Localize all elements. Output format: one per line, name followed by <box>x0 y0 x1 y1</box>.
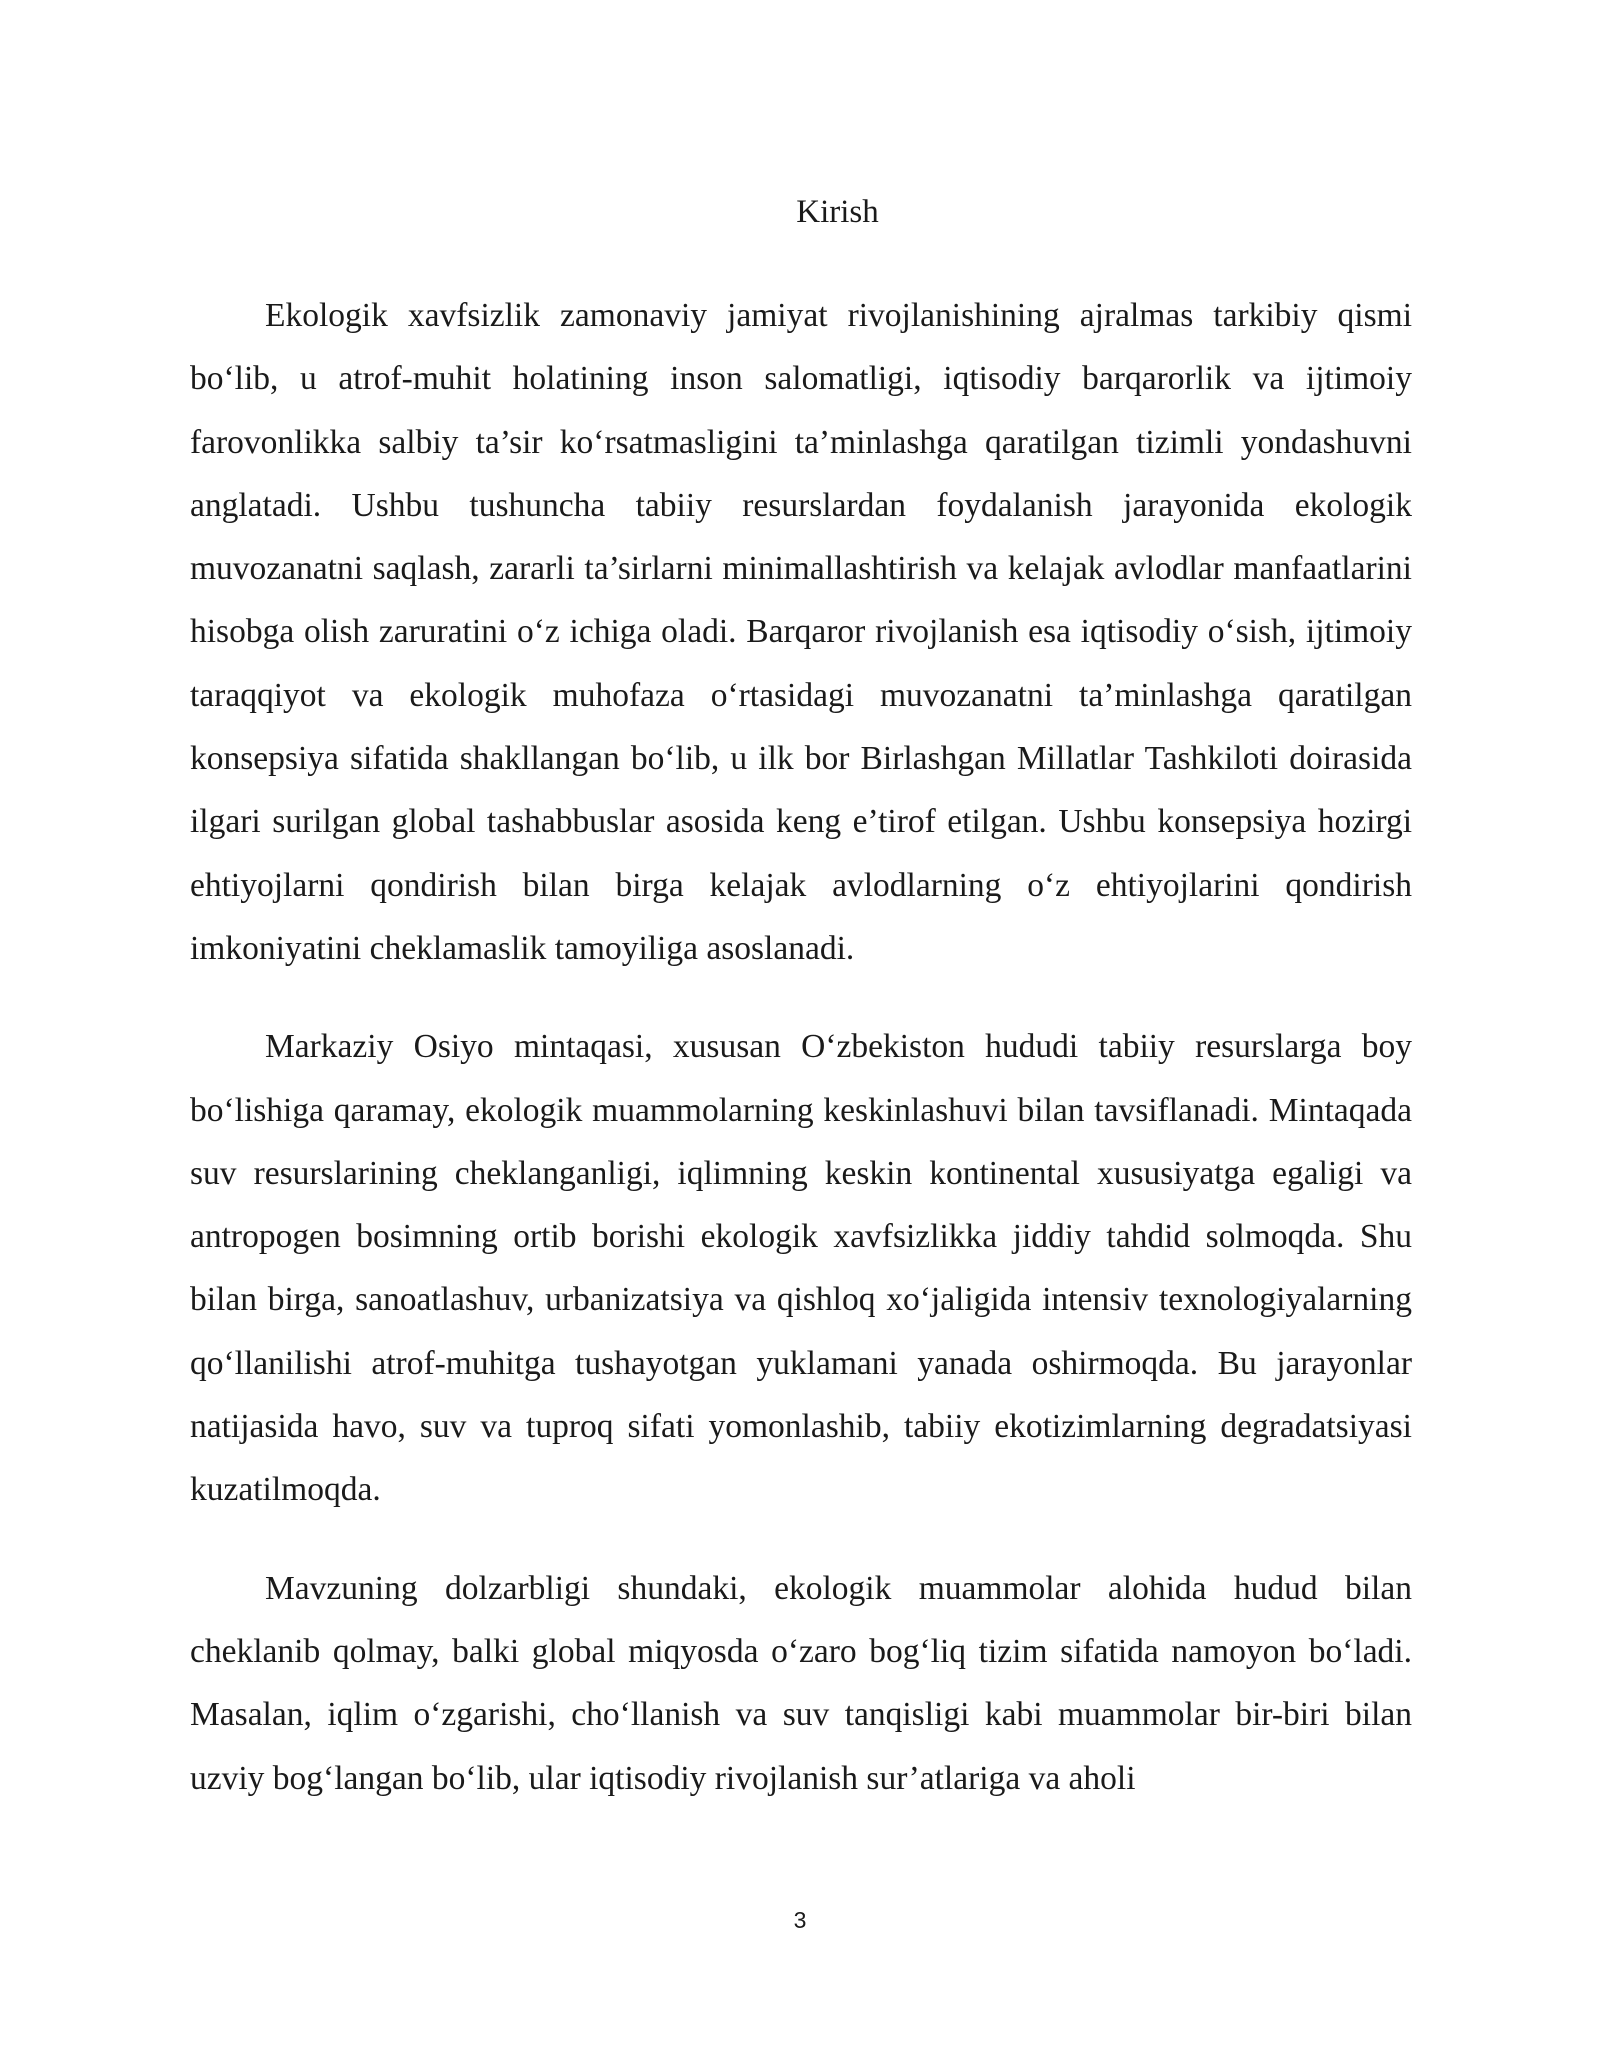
page-number: 3 <box>793 1907 807 1933</box>
paragraph-2: Markaziy Osiyo mintaqasi, xususan O‘zbekiston hududi tabiiy resurslarga boy bo‘lishiga qaramay, ekologik muammolarning keskinlashuvi bilan tavsiflanadi. Mintaqada suv resurslarining cheklanganligi, iqlimning keskin kontinental xususiyatga egaligi va antropogen bosimning ortib borishi ekologik xavfsizlikka jiddiy tahdid solmoqda. Shu bilan birga, sanoatlashuv, urbanizatsiya va qishloq xo‘jaligida intensiv texnologiyalarning qo‘llanilishi atrof-muhitga tushayotgan yuklamani yanada oshirmoqda. Bu jarayonlar natijasida havo, suv va tuproq sifati yomonlashib, tabiiy ekotizimlarning degradatsiyasi kuzatilmoqda. <box>190 1028 1412 1509</box>
paragraph-1: Ekologik xavfsizlik zamonaviy jamiyat rivojlanishining ajralmas tarkibiy qismi bo‘lib, u atrof-muhit holatining inson salomatligi, iqtisodiy barqarorlik va ijtimoiy farovonlikka salbiy ta’sir ko‘rsatmasligini ta’minlashga qaratilgan tizimli yondashuvni anglatadi. Ushbu tushuncha tabiiy resurslardan foydalanish jarayonida ekologik muvozanatni saqlash, zararli ta’sirlarni minimallashtirish va kelajak avlodlar manfaatlarini hisobga olish zaruratini o‘z ichiga oladi. Barqaror rivojlanish esa iqtisodiy o‘sish, ijtimoiy taraqqiyot va ekologik muhofaza o‘rtasidagi muvozanatni ta’minlashga qaratilgan konsepsiya sifatida shakllangan bo‘lib, u ilk bor Birlashgan Millatlar Tashkiloti doirasida ilgari surilgan global tashabbuslar asosida keng e’tirof etilgan. Ushbu konsepsiya hozirgi ehtiyojlarni qondirish bilan birga kelajak avlodlarning o‘z ehtiyojlarini qondirish imkoniyatini cheklamaslik tamoyiliga asoslanadi. <box>190 297 1412 967</box>
page-title: Kirish <box>796 194 879 230</box>
paragraph-3: Mavzuning dolzarbligi shundaki, ekologik muammolar alohida hudud bilan cheklanib qolmay, balki global miqyosda o‘zaro bog‘liq tizim sifatida namoyon bo‘ladi. Masalan, iqlim o‘zgarishi, cho‘llanish va suv tanqisligi kabi muammolar bir-biri bilan uzviy bog‘langan bo‘lib, ular iqtisodiy rivojlanish sur’atlariga va aholi <box>190 1569 1412 1797</box>
document-body <box>190 284 1412 1845</box>
